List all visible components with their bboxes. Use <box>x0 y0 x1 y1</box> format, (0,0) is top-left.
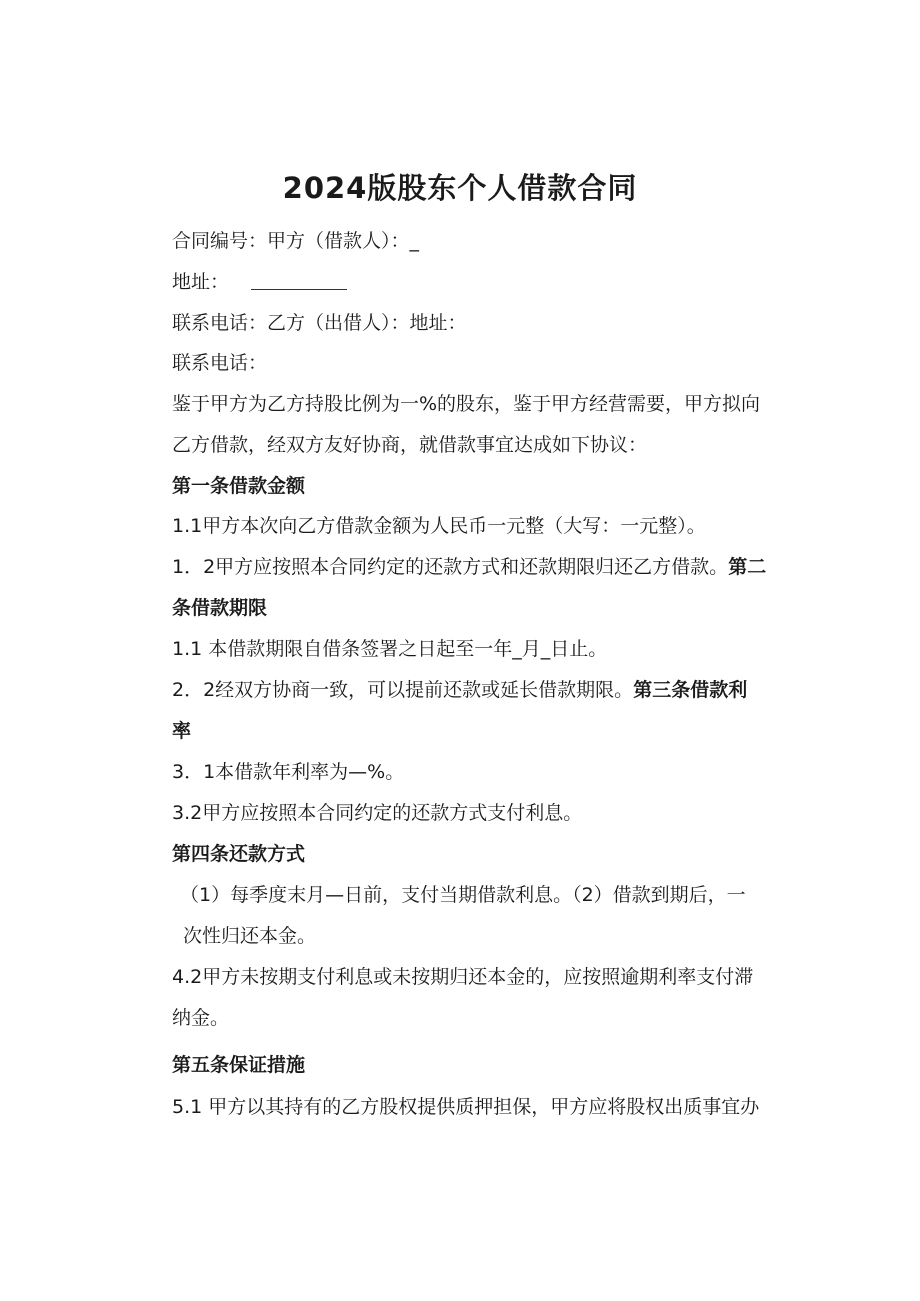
article5-item1 <box>172 1095 759 1119</box>
article3-item2 <box>172 801 582 825</box>
article1-heading: 第一条借款金额 <box>172 475 306 497</box>
article4-item2-line1 <box>172 965 753 989</box>
article2-item1-text: 1.1 本借款期限自借条签署之日起至一年_月_日止。 <box>172 638 608 660</box>
contract-number-line <box>172 229 419 253</box>
contract-number-text: 合同编号：甲方（借款人）：_ <box>172 230 420 252</box>
phone-line-a <box>172 311 467 335</box>
preamble-line-1 <box>172 392 760 416</box>
article3-heading-part2: 率 <box>172 720 192 742</box>
phone-line-b <box>172 351 267 375</box>
contract-title: 2024版股东个人借款合同 <box>282 171 638 205</box>
article4-item1-text1: （1）每季度末月—日前，支付当期借款利息。（2）借款到期后，一 <box>180 884 746 906</box>
phone-label-b: 联系电话： <box>172 352 268 374</box>
article4-item2-text2: 纳金。 <box>172 1007 230 1029</box>
article5-item1-text: 5.1 甲方以其持有的乙方股权提供质押担保，甲方应将股权出质事宜办 <box>172 1096 760 1118</box>
article3-item1-text: 3．1本借款年利率为—%。 <box>172 761 405 783</box>
preamble-text-1: 鉴于甲方为乙方持股比例为一%的股东，鉴于甲方经营需要，甲方拟向 <box>172 393 761 415</box>
article1-item1 <box>172 514 706 538</box>
article4-heading: 第四条还款方式 <box>172 843 306 865</box>
article2-heading-part2: 条借款期限 <box>172 597 268 619</box>
article2-item2 <box>172 678 747 702</box>
article4-item1-line1 <box>180 883 746 907</box>
article1-item2 <box>172 555 766 579</box>
article2-item2-text: 2．2经双方协商一致，可以提前还款或延长借款期限。 <box>172 679 634 701</box>
article3-heading-part1: 第三条借款利 <box>633 679 748 701</box>
article4-item1-text2: 次性归还本金。 <box>183 925 317 947</box>
article1-item2-text: 1．2甲方应按照本合同约定的还款方式和还款期限归还乙方借款。 <box>172 556 729 578</box>
address-line <box>172 270 347 294</box>
preamble-line-2 <box>172 433 647 457</box>
address-label: 地址： <box>172 271 230 293</box>
article4-item2-text1: 4.2甲方未按期支付利息或未按期归还本金的，应按照逾期利率支付滞 <box>172 966 754 988</box>
preamble-text-2: 乙方借款，经双方友好协商，就借款事宜达成如下协议： <box>172 434 648 456</box>
article1-item1-text: 1.1甲方本次向乙方借款金额为人民币一元整（大写：一元整）。 <box>172 515 706 537</box>
article3-item1 <box>172 760 404 784</box>
address-blank <box>251 275 347 290</box>
article4-item2-line2 <box>172 1006 229 1030</box>
article2-item1 <box>172 637 607 661</box>
phone-line-a-text: 联系电话：乙方（出借人）：地址： <box>172 312 467 334</box>
article2-heading-part1: 第二 <box>728 556 767 578</box>
article5-heading: 第五条保证措施 <box>172 1054 306 1076</box>
article4-item1-line2 <box>183 924 316 948</box>
article3-item2-text: 3.2甲方应按照本合同约定的还款方式支付利息。 <box>172 802 583 824</box>
